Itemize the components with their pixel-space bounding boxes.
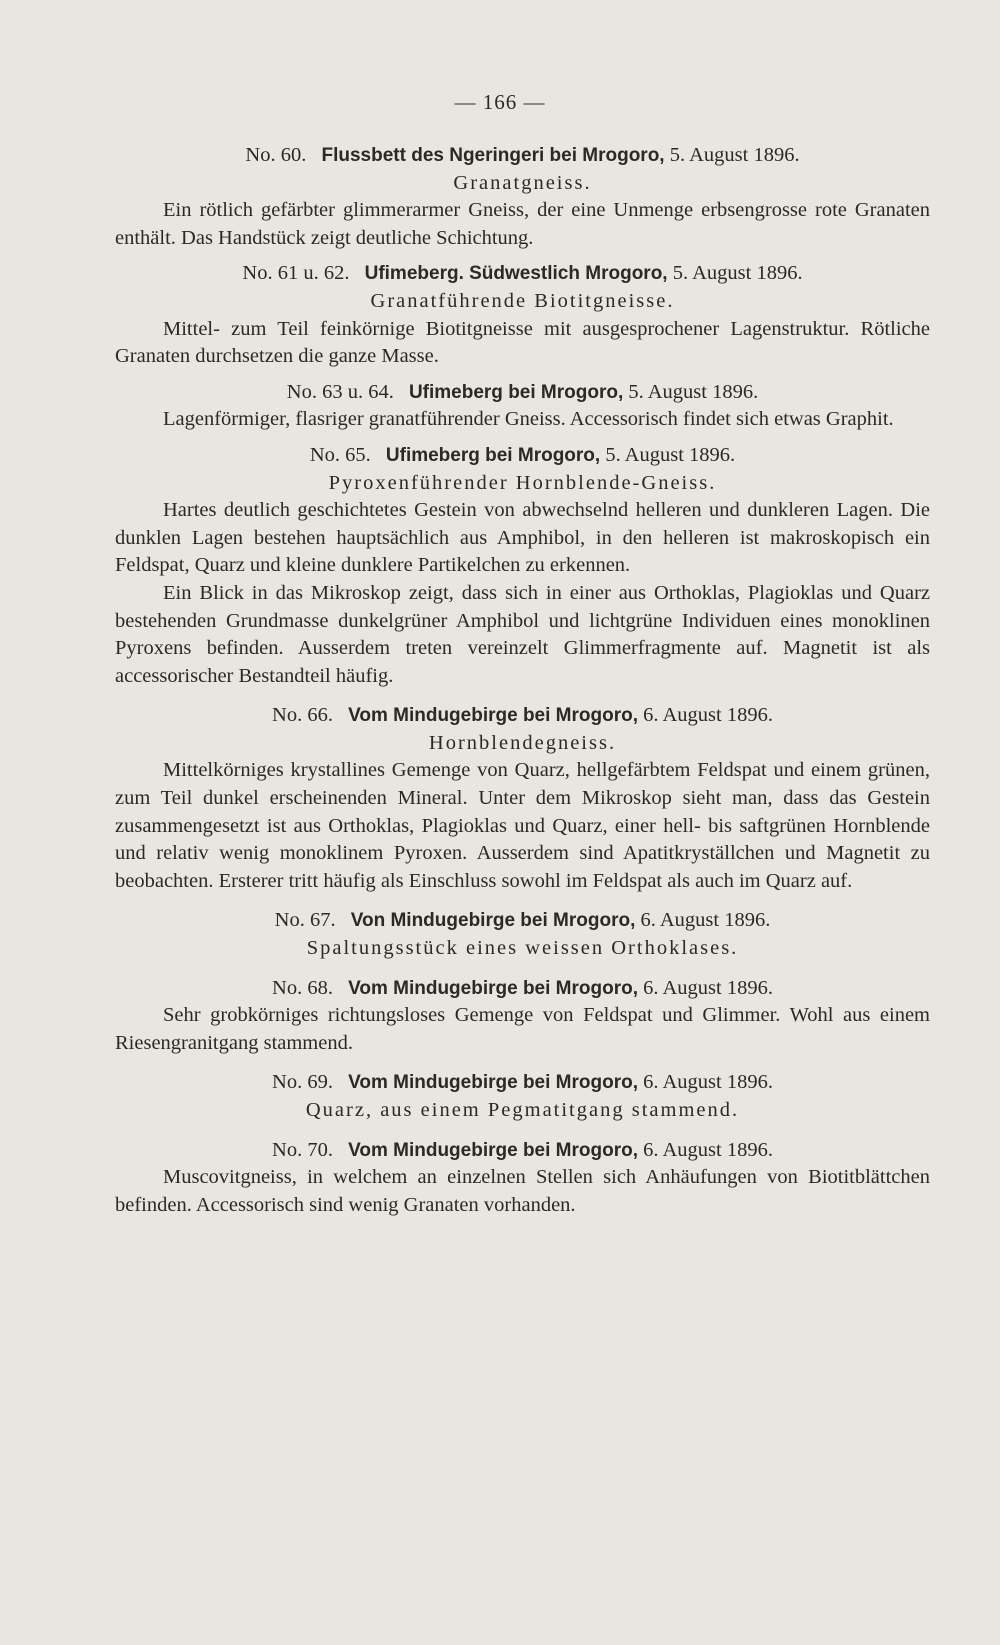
entry-number: No. 70. bbox=[272, 1138, 333, 1161]
entry-paragraph: Mittelkörniges krystallines Gemenge von Quarz, hellgefärbtem Feldspat und einem grünen, zum Teil dunkel erscheinenden Mineral. Unter dem Mikroskop sieht man, dass das Gestein zusammengesetzt ist aus Orthoklas, Plagioklas und Quarz, einer hell- bis saftgrünen Hornblende und relativ wenig monoklinem Pyroxen. Ausserdem sind Apatitkryställchen und Magnetit zu beobachten. Ersterer tritt häufig als Einschluss sowohl im Feldspat als auch im Quarz auf. bbox=[115, 759, 930, 892]
entry-location: Ufimeberg bei Mrogoro, bbox=[408, 381, 624, 403]
entry-subtitle: Granatgneiss. bbox=[453, 171, 592, 194]
entry-number: No. 63 u. 64. bbox=[286, 380, 394, 403]
entry-date: 5. August 1896. bbox=[605, 443, 736, 466]
entry-location: Ufimeberg. Südwestlich Mrogoro, bbox=[364, 263, 668, 285]
entry-paragraph: Sehr grobkörniges richtungsloses Gemenge von Feldspat und Glimmer. Wohl aus einem Riesengranitgang stammend. bbox=[115, 1004, 930, 1054]
entry-paragraph: Ein rötlich gefärbter glimmerarmer Gneiss, der eine Unmenge erbsengrosse rote Granaten enthält. Das Handstück zeigt deutliche Schichtung. bbox=[115, 199, 930, 249]
page-number: — 166 — bbox=[454, 90, 546, 114]
entry-66 bbox=[115, 702, 930, 895]
entry-subtitle: Pyroxenführender Hornblende-Gneiss. bbox=[328, 471, 717, 494]
entry-heading bbox=[115, 1137, 930, 1165]
entry-paragraph: Muscovitgneiss, in welchem an einzelnen Stellen sich Anhäufungen von Biotitblättchen befinden. Accessorisch sind wenig Granaten vorhanden. bbox=[115, 1166, 930, 1216]
entry-subtitle: Granatführende Biotitgneisse. bbox=[370, 289, 675, 312]
entry-63-64 bbox=[115, 379, 930, 434]
entry-heading bbox=[115, 975, 930, 1003]
page-body bbox=[115, 142, 930, 1219]
entry-number: No. 61 u. 62. bbox=[242, 262, 350, 285]
entry-subtitle: Hornblendegneiss. bbox=[428, 731, 617, 754]
entry-paragraph: Ein Blick in das Mikroskop zeigt, dass sich in einer aus Orthoklas, Plagioklas und Quarz bestehenden Grundmasse dunkelgrüner Amphibol und lichtgrüne Individuen eines monoklinen Pyroxens befinden. Ausserdem treten vereinzelt Glimmerfragmente auf. Magnetit ist als accessorischer Bestandteil häufig. bbox=[115, 581, 930, 687]
entry-location: Vom Mindugebirge bei Mrogoro, bbox=[348, 1072, 638, 1094]
entry-paragraph: Lagenförmiger, flasriger granatführender Gneiss. Accessorisch findet sich etwas Graphit. bbox=[163, 408, 894, 431]
entry-location: Vom Mindugebirge bei Mrogoro, bbox=[348, 977, 638, 999]
entry-date: 6. August 1896. bbox=[643, 704, 773, 727]
entry-69 bbox=[115, 1069, 930, 1124]
entry-location: Flussbett des Ngeringeri bei Mrogoro, bbox=[321, 145, 665, 166]
entry-date: 5. August 1896. bbox=[628, 380, 759, 403]
entry-subtitle: Quarz, aus einem Pegmatitgang stammend. bbox=[305, 1099, 740, 1121]
entry-date: 6. August 1896. bbox=[643, 1071, 773, 1094]
entry-location: Von Mindugebirge bei Mrogoro, bbox=[350, 910, 636, 932]
entry-heading bbox=[115, 702, 930, 730]
entry-61-62 bbox=[115, 260, 930, 370]
entry-number: No. 65. bbox=[309, 443, 371, 466]
entry-65 bbox=[115, 442, 930, 690]
entry-number: No. 60. bbox=[245, 144, 307, 166]
entry-date: 6. August 1896. bbox=[640, 909, 771, 932]
entry-subtitle: Spaltungsstück eines weissen Orthoklases. bbox=[306, 937, 739, 960]
entry-location: Vom Mindugebirge bei Mrogoro, bbox=[348, 705, 638, 727]
entry-68 bbox=[115, 975, 930, 1058]
entry-location: Vom Mindugebirge bei Mrogoro, bbox=[348, 1139, 638, 1161]
entry-paragraph: Hartes deutlich geschichtetes Gestein von abwechselnd helleren und dunkleren Lagen. Die dunklen Lagen bestehen hauptsächlich aus Amphibol, in den helleren ist makroskopisch ein Feldspat, Quarz und kleine dunklere Partikelchen zu erkennen. bbox=[115, 499, 930, 577]
entry-heading bbox=[115, 907, 930, 935]
entry-date: 5. August 1896. bbox=[672, 262, 803, 285]
entry-paragraph: Mittel- zum Teil feinkörnige Biotitgneisse mit ausgesprochener Lagenstruktur. Rötliche Granaten durchsetzen die ganze Masse. bbox=[115, 317, 930, 368]
entry-heading bbox=[115, 260, 930, 288]
entry-70 bbox=[115, 1137, 930, 1220]
entry-date: 6. August 1896. bbox=[643, 1138, 773, 1161]
entry-date: 5. August 1896. bbox=[669, 144, 800, 166]
entry-number: No. 69. bbox=[272, 1071, 333, 1094]
entry-date: 6. August 1896. bbox=[643, 976, 773, 999]
entry-number: No. 66. bbox=[272, 704, 333, 727]
entry-number: No. 68. bbox=[272, 976, 333, 999]
entry-location: Ufimeberg bei Mrogoro, bbox=[385, 444, 601, 466]
entry-67 bbox=[115, 907, 930, 962]
entry-heading bbox=[115, 1069, 930, 1097]
entry-number: No. 67. bbox=[274, 909, 336, 932]
entry-heading bbox=[115, 142, 930, 170]
entry-60 bbox=[115, 142, 930, 252]
entry-heading bbox=[115, 379, 930, 407]
entry-heading bbox=[115, 442, 930, 470]
